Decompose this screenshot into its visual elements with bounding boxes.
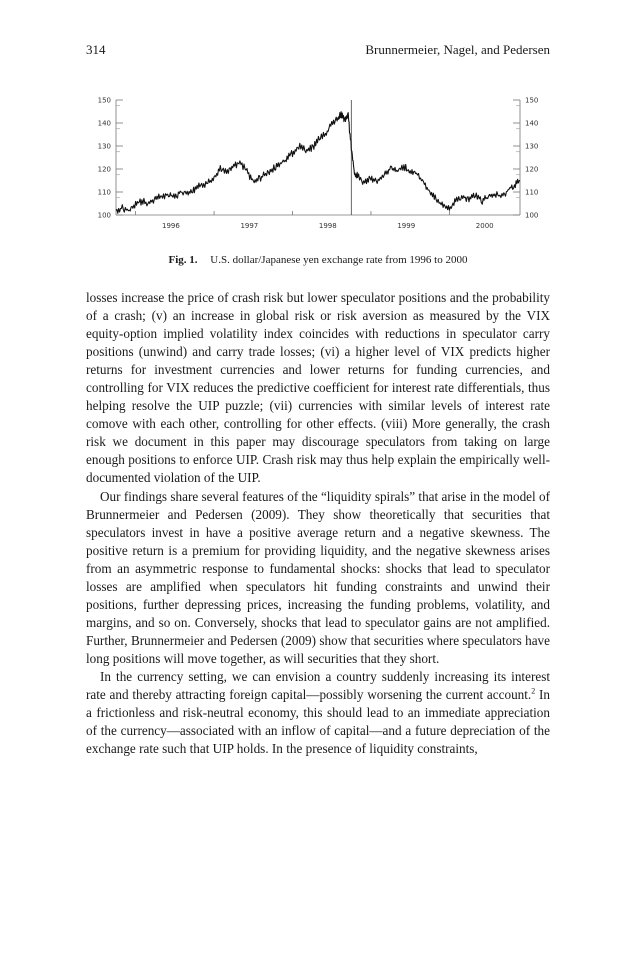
paragraph-1: losses increase the price of crash risk but lower speculator positions and the probability of a crash; (v) an increase in global risk or risk aversion as measured by the VIX equity-option implied volatility index coincides with reductions in speculator carry positions (unwind) and carry trade losses; (vi) a higher level of VIX predicts higher returns for investment currencies and lower returns for funding currencies, and controlling for VIX reduces the predictive coefficient for interest rate differentials, thus helping resolve the UIP puzzle; (vii) currencies with similar levels of interest rate comove with each other, controlling for other effects. (viii) More generally, the crash risk we document in this paper may discourage speculators from taking on large enough positions to enforce UIP. Crash risk may thus help explain the empirically well-documented violation of the UIP. bbox=[86, 290, 550, 486]
x-tick-label: 1996 bbox=[161, 222, 180, 230]
figure-label: Fig. 1. bbox=[168, 254, 198, 266]
chart-axes bbox=[98, 97, 539, 231]
x-tick-label: 2000 bbox=[475, 222, 494, 230]
figure-caption bbox=[86, 254, 550, 266]
y-tick-label-left: 110 bbox=[97, 188, 111, 197]
exchange-rate-chart bbox=[86, 88, 550, 238]
body-text bbox=[86, 289, 550, 758]
figure-caption-text: U.S. dollar/Japanese yen exchange rate from 1996 to 2000 bbox=[210, 254, 468, 266]
x-tick-label: 1998 bbox=[318, 222, 337, 230]
running-head-authors: Brunnermeier, Nagel, and Pedersen bbox=[365, 42, 550, 57]
y-tick-label-left: 120 bbox=[97, 165, 111, 174]
y-tick-label-right: 110 bbox=[525, 188, 539, 197]
paragraph-3-text-a: In the currency setting, we can envision a country suddenly increasing its interest rate and thereby attracting foreign capital—possibly worsening the current account. bbox=[86, 668, 550, 703]
series-line bbox=[116, 112, 520, 214]
x-tick-label: 1999 bbox=[397, 222, 416, 230]
paragraph-3-text-b: In a frictionless and risk-neutral economy, this should lead to an immediate appreciation of the currency—associated with an inflow of capital—and a future depreciation of the exchange rate such that UIP holds. In the presence of liquidity constraints, bbox=[86, 687, 550, 757]
y-tick-label-left: 150 bbox=[97, 96, 111, 105]
x-tick-label: 1997 bbox=[240, 222, 259, 230]
y-tick-label-left: 140 bbox=[97, 119, 111, 128]
y-tick-label-right: 150 bbox=[525, 96, 539, 105]
y-tick-label-right: 120 bbox=[525, 165, 539, 174]
page-number: 314 bbox=[86, 42, 106, 57]
y-tick-label-right: 130 bbox=[525, 142, 539, 151]
y-tick-label-right: 140 bbox=[525, 119, 539, 128]
paragraph-2: Our findings share several features of the “liquidity spirals” that arise in the model of Brunnermeier and Pedersen (2009). They show theoretically that securities that speculators invest in have a positive average return and a negative skewness. The positive return is a premium for providing liquidity, and the negative skewness arises from an asymmetric response to fundamental shocks: shocks that lead to speculator losses are amplified when speculators hit funding constraints and unwind their positions, further depressing prices, increasing the funding problems, volatility, and margins, and so on. Conversely, shocks that lead to speculator gains are not amplified. Further, Brunnermeier and Pedersen (2009) show that securities where speculators have long positions will move together, as will securities that they short. bbox=[86, 488, 550, 666]
running-header bbox=[86, 42, 550, 60]
y-tick-label-left: 100 bbox=[97, 211, 111, 220]
y-tick-label-left: 130 bbox=[97, 142, 111, 151]
y-tick-label-right: 100 bbox=[525, 211, 539, 220]
paragraph-3 bbox=[86, 668, 550, 758]
footnote-marker[interactable]: 2 bbox=[531, 686, 536, 696]
chart-marks bbox=[116, 100, 520, 215]
